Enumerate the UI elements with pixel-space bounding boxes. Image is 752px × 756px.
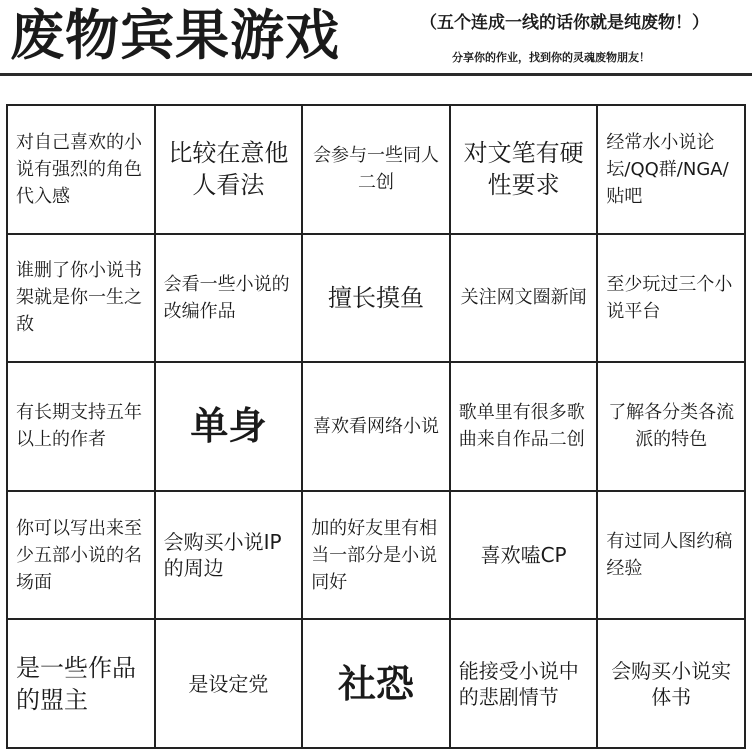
header-divider <box>0 73 752 76</box>
bingo-cell[interactable]: 比较在意他人看法 <box>156 106 304 235</box>
bingo-cell[interactable]: 对自己喜欢的小说有强烈的角色代入感 <box>8 106 156 235</box>
bingo-cell[interactable]: 会购买小说IP的周边 <box>156 492 304 621</box>
bingo-cell[interactable]: 歌单里有很多歌曲来自作品二创 <box>451 363 599 492</box>
bingo-cell[interactable]: 至少玩过三个小说平台 <box>598 235 746 364</box>
bingo-cell[interactable]: 对文笔有硬性要求 <box>451 106 599 235</box>
bingo-cell[interactable]: 会购买小说实体书 <box>598 620 746 749</box>
bingo-cell[interactable]: 你可以写出来至少五部小说的名场面 <box>8 492 156 621</box>
bingo-board <box>6 104 746 749</box>
bingo-cell[interactable]: 会参与一些同人二创 <box>303 106 451 235</box>
bingo-cell[interactable]: 单身 <box>156 363 304 492</box>
bingo-cell[interactable]: 会看一些小说的改编作品 <box>156 235 304 364</box>
game-title: 废物宾果游戏 <box>10 4 340 67</box>
bingo-cell[interactable]: 喜欢看网络小说 <box>303 363 451 492</box>
game-subtitle: （五个连成一线的话你就是纯废物！） <box>420 13 709 33</box>
bingo-cell[interactable]: 擅长摸鱼 <box>303 235 451 364</box>
bingo-cell[interactable]: 关注网文圈新闻 <box>451 235 599 364</box>
bingo-cell[interactable]: 喜欢嗑CP <box>451 492 599 621</box>
bingo-cell[interactable]: 有长期支持五年以上的作者 <box>8 363 156 492</box>
bingo-cell[interactable]: 是一些作品的盟主 <box>8 620 156 749</box>
bingo-cell[interactable]: 了解各分类各流派的特色 <box>598 363 746 492</box>
bingo-cell[interactable]: 能接受小说中的悲剧情节 <box>451 620 599 749</box>
bingo-cell[interactable]: 有过同人图约稿经验 <box>598 492 746 621</box>
bingo-cell[interactable]: 社恐 <box>303 620 451 749</box>
bingo-cell[interactable]: 经常水小说论坛/QQ群/NGA/贴吧 <box>598 106 746 235</box>
bingo-cell[interactable]: 加的好友里有相当一部分是小说同好 <box>303 492 451 621</box>
bingo-cell[interactable]: 谁删了你小说书架就是你一生之敌 <box>8 235 156 364</box>
game-tagline: 分享你的作业，找到你的灵魂废物朋友！ <box>452 51 650 64</box>
bingo-cell[interactable]: 是设定党 <box>156 620 304 749</box>
